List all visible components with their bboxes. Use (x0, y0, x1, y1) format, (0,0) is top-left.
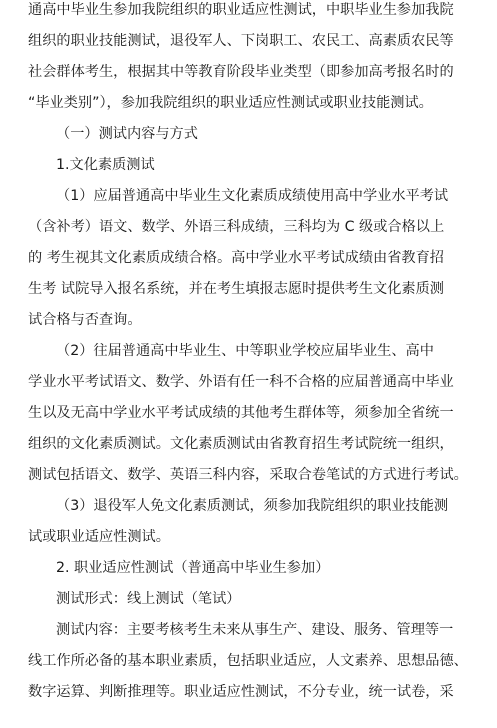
paragraph-line: （2）往届普通高中毕业生、中等职业学校应届毕业生、高中 (56, 343, 434, 359)
paragraph-line: “毕业类别”），参加我院组织的职业适应性测试或职业技能测试。 (28, 95, 433, 111)
paragraph-line: 生考 试院导入报名系统，并在考生填报志愿时提供考生文化素质测 (28, 281, 444, 297)
paragraph-line: （含补考）语文、数学、外语三科成绩，三科均为 C 级或合格以上 (28, 219, 445, 235)
paragraph-line: 测试形式：线上测试（笔试） (56, 591, 241, 607)
paragraph-line: 测试包括语文、数学、英语三科内容，采取合卷笔试的方式进行考试。 (28, 467, 468, 483)
paragraph-line: 线工作所必备的基本职业素质，包括职业适应，人文素养、思想品德、 (28, 653, 468, 669)
paragraph-line: 组织的文化素质测试。文化素质测试由省教育招生考试院统一组织， (28, 436, 454, 452)
section-heading: （一）测试内容与方式 (56, 126, 198, 142)
paragraph-line: 试合格与否查询。 (28, 312, 142, 328)
subsection-heading: 2. 职业适应性测试（普通高中毕业生参加） (56, 560, 330, 576)
paragraph-line: 组织的职业技能测试，退役军人、下岗职工、农民工、高素质农民等 (28, 33, 454, 49)
paragraph-line: 学业水平考试语文、数学、外语有任一科不合格的应届普通高中毕业 (28, 374, 454, 390)
paragraph-line: （3）退役军人免文化素质测试，须参加我院组织的职业技能测 (56, 498, 449, 514)
paragraph-line: （1）应届普通高中毕业生文化素质成绩使用高中学业水平考试 (56, 188, 449, 204)
paragraph-line: 生以及无高中学业水平考试成绩的其他考生群体等，须参加全省统一 (28, 405, 454, 421)
paragraph-line: 数字运算、判断推理等。职业适应性测试，不分专业，统一试卷，采 (28, 684, 454, 700)
paragraph-line: 社会群体考生，根据其中等教育阶段毕业类型（即参加高考报名时的 (28, 64, 454, 80)
paragraph-line: 测试内容：主要考核考生未来从事生产、建设、服务、管理等一 (56, 622, 454, 638)
paragraph-line: 通高中毕业生参加我院组织的职业适应性测试，中职毕业生参加我院 (28, 2, 454, 18)
paragraph-line: 试或职业适应性测试。 (28, 529, 170, 545)
subsection-heading: 1.文化素质测试 (56, 157, 155, 173)
paragraph-line: 的 考生视其文化素质成绩合格。高中学业水平考试成绩由省教育招 (28, 250, 444, 266)
